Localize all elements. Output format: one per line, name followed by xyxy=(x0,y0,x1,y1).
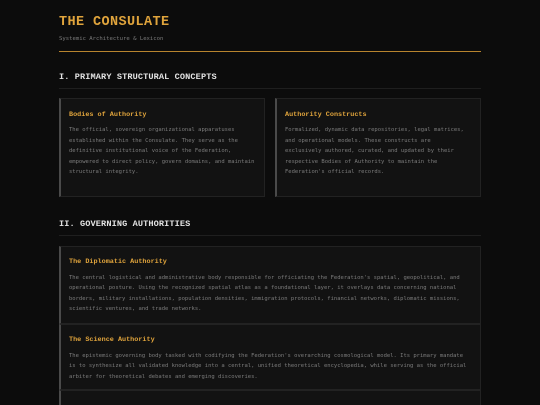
section-heading-governing-authorities: II. GOVERNING AUTHORITIES xyxy=(59,219,191,229)
concept-card-authority-constructs xyxy=(275,98,481,197)
authority-card-diplomatic xyxy=(59,246,481,324)
section-divider xyxy=(59,235,481,236)
authority-card-title: The Diplomatic Authority xyxy=(69,258,167,266)
site-subtitle: Systemic Architecture & Lexicon xyxy=(59,36,164,42)
concept-card-title: Authority Constructs xyxy=(285,111,367,119)
authority-card-title: The Science Authority xyxy=(69,336,155,344)
concept-card-description: Formalized, dynamic data repositories, legal matrices, and operational models. These constructs are exclusively authored, curated, and updated by their respective Bodies of Authority to maintain the Federation's official records. xyxy=(285,127,464,175)
authority-card-description: The central logistical and administrative body responsible for officiating the Federation's spatial, geopolitical, and operational posture. Using the recognized spatial atlas as a foundational layer, it overlays data concerning national borders, military installations, population densities, immigration protocols, financial networks, diplomatic missions, scientific ventures, and trade networks. xyxy=(69,275,460,313)
authority-card-science xyxy=(59,324,481,390)
authority-card-partial xyxy=(59,390,481,405)
authority-card-description: The epistemic governing body tasked with codifying the Federation's overarching cosmological model. Its primary mandate is to synthesize all validated knowledge into a central, unified theoretical encyclopedia, while serving as the official arbiter for theoretical debates and emerging discoveries. xyxy=(69,353,467,380)
concept-card-title: Bodies of Authority xyxy=(69,111,147,119)
header-divider xyxy=(59,51,481,52)
concept-card-bodies-of-authority xyxy=(59,98,265,197)
section-divider xyxy=(59,88,481,89)
concept-card-description: The official, sovereign organizational apparatuses established within the Consulate. They serve as the definitive institutional voice of the Federation, empowered to direct policy, govern domains, and maintain structural integrity. xyxy=(69,127,255,175)
section-heading-structural-concepts: I. PRIMARY STRUCTURAL CONCEPTS xyxy=(59,72,217,82)
site-title: THE CONSULATE xyxy=(59,15,170,30)
